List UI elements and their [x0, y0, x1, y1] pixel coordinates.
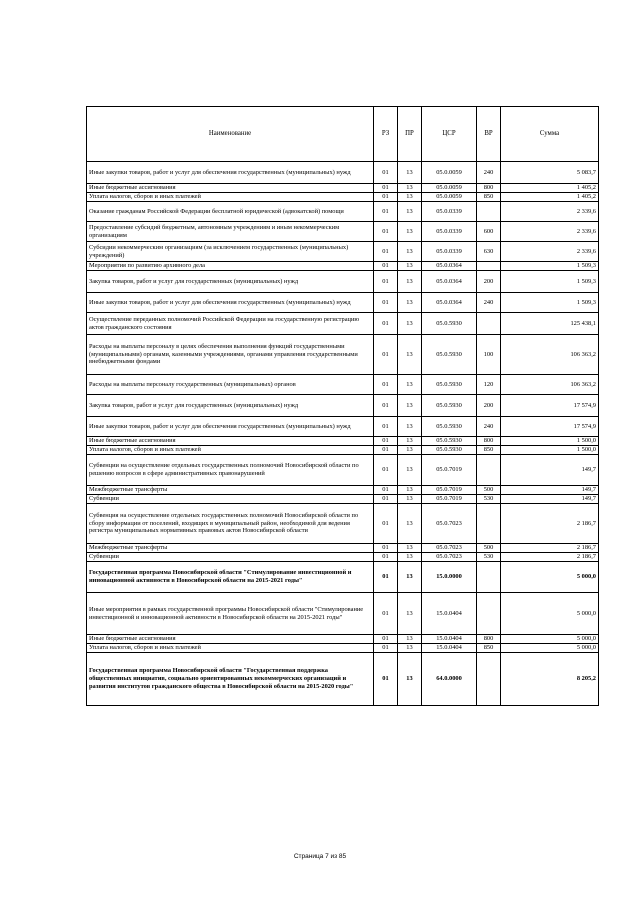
- cell-csr: 05.0.5930: [422, 437, 477, 446]
- cell-csr: 15.0.0404: [422, 644, 477, 653]
- cell-sum: 2 186,7: [501, 544, 599, 553]
- cell-name: Иные закупки товаров, работ и услуг для обеспечения государственных (муниципальных) нужд: [87, 162, 374, 184]
- cell-rz: 01: [374, 593, 398, 635]
- cell-csr: 05.0.7019: [422, 486, 477, 495]
- table-row: [87, 635, 599, 644]
- cell-name: Иные бюджетные ассигнования: [87, 437, 374, 446]
- cell-rz: 01: [374, 271, 398, 293]
- cell-csr: 15.0.0404: [422, 593, 477, 635]
- cell-pr: 13: [398, 417, 422, 437]
- table-row: [87, 644, 599, 653]
- cell-sum: 2 186,7: [501, 553, 599, 562]
- cell-csr: 05.0.5930: [422, 335, 477, 375]
- cell-rz: 01: [374, 544, 398, 553]
- cell-sum: 1 405,2: [501, 184, 599, 193]
- cell-rz: 01: [374, 293, 398, 313]
- cell-vr: 500: [477, 486, 501, 495]
- header-name: Наименование: [87, 107, 374, 162]
- cell-sum: 8 205,2: [501, 653, 599, 706]
- header-pr: ПР: [398, 107, 422, 162]
- cell-sum: 17 574,9: [501, 417, 599, 437]
- cell-sum: 5 000,0: [501, 635, 599, 644]
- cell-csr: 05.0.0339: [422, 242, 477, 262]
- cell-pr: 13: [398, 184, 422, 193]
- cell-csr: 05.0.7019: [422, 455, 477, 486]
- cell-sum: 2 339,6: [501, 202, 599, 222]
- cell-name: Государственная программа Новосибирской области "Стимулирование инвестиционной и инновационной активности в Новосибирской области на 2015-2021 годы": [87, 562, 374, 593]
- cell-pr: 13: [398, 486, 422, 495]
- table-header-row: [87, 107, 599, 162]
- cell-name: Субсидии некоммерческим организациям (за исключением государственных (муниципальных) учреждений): [87, 242, 374, 262]
- cell-sum: 5 000,0: [501, 562, 599, 593]
- cell-sum: 106 363,2: [501, 375, 599, 395]
- cell-csr: 05.0.0364: [422, 293, 477, 313]
- cell-vr: 800: [477, 635, 501, 644]
- table-row: [87, 553, 599, 562]
- cell-sum: 2 339,6: [501, 242, 599, 262]
- cell-csr: 05.0.0059: [422, 193, 477, 202]
- cell-rz: 01: [374, 495, 398, 504]
- cell-pr: 13: [398, 504, 422, 544]
- cell-name: Субвенция на осуществление отдельных государственных полномочий Новосибирской области по сбору информации от поселений, входящих в муниципальный район, необходимой для ведения регистра муниципальных нормативных правовых актов Новосибирской области: [87, 504, 374, 544]
- cell-csr: 05.0.5930: [422, 446, 477, 455]
- cell-pr: 13: [398, 544, 422, 553]
- cell-csr: 05.0.0059: [422, 162, 477, 184]
- cell-pr: 13: [398, 222, 422, 242]
- cell-csr: 05.0.0059: [422, 184, 477, 193]
- table-row: [87, 437, 599, 446]
- cell-pr: 13: [398, 335, 422, 375]
- cell-name: Государственная программа Новосибирской области "Государственная поддержка общественных инициатив, социально ориентированных некоммерческих организаций и развития институтов гражданского общества в Новосибирской области на 2015-2020 годы": [87, 653, 374, 706]
- cell-pr: 13: [398, 202, 422, 222]
- table-row: [87, 335, 599, 375]
- cell-vr: 200: [477, 395, 501, 417]
- cell-vr: 800: [477, 437, 501, 446]
- header-sum: Сумма: [501, 107, 599, 162]
- cell-rz: 01: [374, 335, 398, 375]
- cell-pr: 13: [398, 193, 422, 202]
- cell-sum: 149,7: [501, 486, 599, 495]
- table-row: [87, 184, 599, 193]
- cell-rz: 01: [374, 162, 398, 184]
- table-row: [87, 202, 599, 222]
- cell-csr: 05.0.5930: [422, 417, 477, 437]
- cell-rz: 01: [374, 446, 398, 455]
- cell-vr: [477, 455, 501, 486]
- cell-sum: 5 083,7: [501, 162, 599, 184]
- cell-name: Осуществление переданных полномочий Российской Федерации на государственную регистрацию актов гражданского состояния: [87, 313, 374, 335]
- table-row: [87, 271, 599, 293]
- budget-table: [86, 106, 599, 706]
- cell-pr: 13: [398, 271, 422, 293]
- cell-sum: 2 339,6: [501, 222, 599, 242]
- table-body: [87, 162, 599, 706]
- cell-vr: 240: [477, 293, 501, 313]
- cell-sum: 5 000,0: [501, 644, 599, 653]
- cell-rz: 01: [374, 653, 398, 706]
- cell-vr: 800: [477, 184, 501, 193]
- cell-vr: 850: [477, 644, 501, 653]
- table-row: [87, 222, 599, 242]
- cell-pr: 13: [398, 313, 422, 335]
- cell-csr: 05.0.7023: [422, 504, 477, 544]
- cell-rz: 01: [374, 553, 398, 562]
- cell-sum: 1 509,3: [501, 293, 599, 313]
- cell-rz: 01: [374, 635, 398, 644]
- cell-vr: [477, 593, 501, 635]
- cell-rz: 01: [374, 437, 398, 446]
- cell-pr: 13: [398, 437, 422, 446]
- cell-sum: 1 405,2: [501, 193, 599, 202]
- table-row: [87, 504, 599, 544]
- cell-sum: 2 186,7: [501, 504, 599, 544]
- cell-vr: 100: [477, 335, 501, 375]
- cell-name: Иные мероприятия в рамках государственной программы Новосибирской области "Стимулирование инвестиционной и инновационной активности в Новосибирской области на 2015-2021 годы": [87, 593, 374, 635]
- cell-vr: 200: [477, 271, 501, 293]
- cell-pr: 13: [398, 644, 422, 653]
- cell-name: Иные закупки товаров, работ и услуг для обеспечения государственных (муниципальных) нужд: [87, 293, 374, 313]
- table-row: [87, 544, 599, 553]
- page-footer: Страница 7 из 85: [293, 853, 347, 860]
- cell-sum: 106 363,2: [501, 335, 599, 375]
- cell-rz: 01: [374, 486, 398, 495]
- cell-name: Иные бюджетные ассигнования: [87, 184, 374, 193]
- cell-rz: 01: [374, 417, 398, 437]
- cell-csr: 15.0.0404: [422, 635, 477, 644]
- cell-sum: 5 000,0: [501, 593, 599, 635]
- cell-csr: 05.0.5930: [422, 375, 477, 395]
- cell-rz: 01: [374, 242, 398, 262]
- cell-name: Субвенции: [87, 495, 374, 504]
- cell-vr: [477, 504, 501, 544]
- cell-vr: 240: [477, 417, 501, 437]
- cell-rz: 01: [374, 395, 398, 417]
- cell-rz: 01: [374, 562, 398, 593]
- cell-csr: 05.0.0339: [422, 202, 477, 222]
- cell-vr: [477, 653, 501, 706]
- cell-pr: 13: [398, 242, 422, 262]
- cell-csr: 05.0.7023: [422, 544, 477, 553]
- table-row: [87, 562, 599, 593]
- cell-pr: 13: [398, 395, 422, 417]
- cell-rz: 01: [374, 313, 398, 335]
- cell-name: Закупка товаров, работ и услуг для государственных (муниципальных) нужд: [87, 395, 374, 417]
- cell-vr: [477, 313, 501, 335]
- cell-pr: 13: [398, 562, 422, 593]
- cell-name: Уплата налогов, сборов и иных платежей: [87, 644, 374, 653]
- cell-rz: 01: [374, 504, 398, 544]
- cell-vr: 120: [477, 375, 501, 395]
- header-rz: РЗ: [374, 107, 398, 162]
- cell-rz: 01: [374, 375, 398, 395]
- cell-name: Закупка товаров, работ и услуг для государственных (муниципальных) нужд: [87, 271, 374, 293]
- table-row: [87, 417, 599, 437]
- table-row: [87, 593, 599, 635]
- cell-pr: 13: [398, 162, 422, 184]
- cell-name: Расходы на выплаты персоналу государственных (муниципальных) органов: [87, 375, 374, 395]
- cell-csr: 05.0.7023: [422, 553, 477, 562]
- table-row: [87, 486, 599, 495]
- cell-csr: 05.0.5930: [422, 313, 477, 335]
- table-row: [87, 293, 599, 313]
- cell-rz: 01: [374, 193, 398, 202]
- cell-pr: 13: [398, 593, 422, 635]
- cell-name: Межбюджетные трансферты: [87, 486, 374, 495]
- cell-sum: 1 500,0: [501, 446, 599, 455]
- cell-pr: 13: [398, 293, 422, 313]
- cell-pr: 13: [398, 653, 422, 706]
- cell-pr: 13: [398, 455, 422, 486]
- cell-pr: 13: [398, 262, 422, 271]
- cell-sum: 125 438,1: [501, 313, 599, 335]
- cell-vr: 500: [477, 544, 501, 553]
- cell-rz: 01: [374, 262, 398, 271]
- cell-name: Уплата налогов, сборов и иных платежей: [87, 446, 374, 455]
- table-row: [87, 375, 599, 395]
- table-row: [87, 446, 599, 455]
- cell-csr: 15.0.0000: [422, 562, 477, 593]
- table-row: [87, 455, 599, 486]
- cell-vr: 530: [477, 495, 501, 504]
- cell-sum: 1 509,3: [501, 262, 599, 271]
- cell-csr: 05.0.0364: [422, 262, 477, 271]
- cell-name: Иные бюджетные ассигнования: [87, 635, 374, 644]
- cell-csr: 05.0.5930: [422, 395, 477, 417]
- cell-pr: 13: [398, 375, 422, 395]
- cell-name: Субвенции: [87, 553, 374, 562]
- table-row: [87, 262, 599, 271]
- table-row: [87, 495, 599, 504]
- cell-name: Мероприятия по развитию архивного дела: [87, 262, 374, 271]
- cell-name: Субвенции на осуществление отдельных государственных полномочий Новосибирской области по решению вопросов в сфере административных правонарушений: [87, 455, 374, 486]
- cell-csr: 05.0.0364: [422, 271, 477, 293]
- cell-sum: 1 500,0: [501, 437, 599, 446]
- cell-rz: 01: [374, 455, 398, 486]
- table-row: [87, 193, 599, 202]
- cell-csr: 05.0.7019: [422, 495, 477, 504]
- cell-vr: [477, 202, 501, 222]
- cell-pr: 13: [398, 635, 422, 644]
- cell-vr: 600: [477, 222, 501, 242]
- cell-vr: 530: [477, 553, 501, 562]
- cell-vr: [477, 262, 501, 271]
- header-vr: ВР: [477, 107, 501, 162]
- cell-rz: 01: [374, 184, 398, 193]
- cell-name: Уплата налогов, сборов и иных платежей: [87, 193, 374, 202]
- cell-csr: 64.0.0000: [422, 653, 477, 706]
- cell-pr: 13: [398, 553, 422, 562]
- cell-sum: 149,7: [501, 455, 599, 486]
- table-row: [87, 653, 599, 706]
- cell-pr: 13: [398, 495, 422, 504]
- table-row: [87, 395, 599, 417]
- cell-name: Межбюджетные трансферты: [87, 544, 374, 553]
- cell-vr: 630: [477, 242, 501, 262]
- cell-sum: 149,7: [501, 495, 599, 504]
- cell-sum: 17 574,9: [501, 395, 599, 417]
- cell-name: Оказание гражданам Российской Федерации бесплатной юридической (адвокатской) помощи: [87, 202, 374, 222]
- cell-name: Предоставление субсидий бюджетным, автономным учреждениям и иным некоммерческим организациям: [87, 222, 374, 242]
- cell-name: Иные закупки товаров, работ и услуг для обеспечения государственных (муниципальных) нужд: [87, 417, 374, 437]
- table-row: [87, 242, 599, 262]
- cell-rz: 01: [374, 644, 398, 653]
- cell-rz: 01: [374, 202, 398, 222]
- cell-name: Расходы на выплаты персоналу в целях обеспечения выполнения функций государственными (муниципальными) органами, казенными учреждениями, органами управления государственными внебюджетными фондами: [87, 335, 374, 375]
- table-row: [87, 162, 599, 184]
- cell-vr: 240: [477, 162, 501, 184]
- cell-sum: 1 509,3: [501, 271, 599, 293]
- header-csr: ЦСР: [422, 107, 477, 162]
- cell-pr: 13: [398, 446, 422, 455]
- table-row: [87, 313, 599, 335]
- cell-rz: 01: [374, 222, 398, 242]
- cell-vr: 850: [477, 193, 501, 202]
- cell-vr: [477, 562, 501, 593]
- cell-csr: 05.0.0339: [422, 222, 477, 242]
- cell-vr: 850: [477, 446, 501, 455]
